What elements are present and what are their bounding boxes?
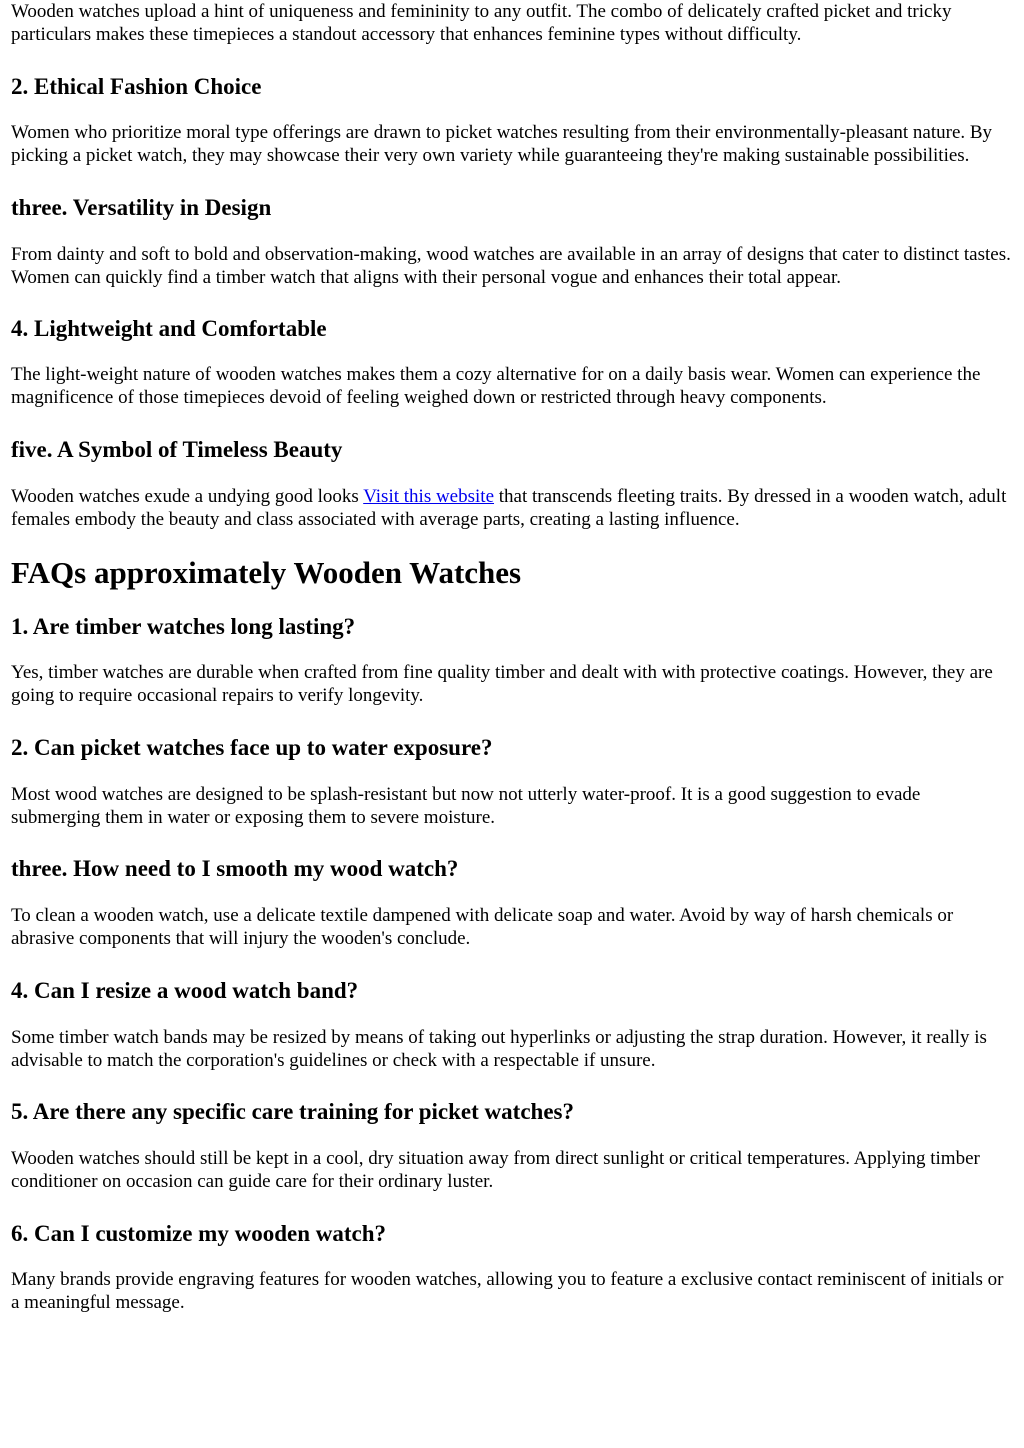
faq-answer: Some timber watch bands may be resized by means of taking out hyperlinks or adjusting the strap duration. However, it really is advisable to match the corporation's guidelines or check with a respectable if unsure. — [11, 1027, 987, 1071]
faq-question: 5. Are there any specific care training for picket watches? — [11, 1099, 574, 1124]
section-body-lightweight: The light-weight nature of wooden watches makes them a cozy alternative for on a daily basis wear. Women can experience the magnificence of those timepieces devoid of feeling weighed down or restricted through heavy components. — [11, 364, 981, 408]
faq-answer: Yes, timber watches are durable when crafted from fine quality timber and dealt with with protective coatings. However, they are going to require occasional repairs to verify longevity. — [11, 662, 993, 706]
section-body-ethical-fashion: Women who prioritize moral type offerings are drawn to picket watches resulting from their environmentally-pleasant nature. By picking a picket watch, they may showcase their very own variety while guaranteeing they're making sustainable possibilities. — [11, 122, 993, 166]
visit-website-link[interactable]: Visit this website — [363, 486, 495, 507]
section-heading-timeless-beauty: five. A Symbol of Timeless Beauty — [11, 437, 343, 462]
faq-answer: Many brands provide engraving features for wooden watches, allowing you to feature a exclusive contact reminiscent of initials or a meaningful message. — [11, 1269, 1004, 1313]
faq-answer: Most wood watches are designed to be splash-resistant but now not utterly water-proof. It is a good suggestion to evade submerging them in water or exposing them to severe moisture. — [11, 784, 921, 828]
faq-question: 4. Can I resize a wood watch band? — [11, 978, 359, 1003]
timeless-beauty-text-after: that transcends fleeting traits. By dressed in a wooden watch, adult females embody the beauty and class associated with average parts, creating a lasting influence. — [11, 486, 1007, 530]
section-body-timeless-beauty — [11, 485, 1014, 531]
faq-question: three. How need to I smooth my wood watch? — [11, 856, 459, 881]
faq-question: 2. Can picket watches face up to water exposure? — [11, 735, 493, 760]
faq-answer: To clean a wooden watch, use a delicate textile dampened with delicate soap and water. Avoid by way of harsh chemicals or abrasive components that will injury the wooden's conclude. — [11, 905, 954, 949]
faq-question: 6. Can I customize my wooden watch? — [11, 1221, 387, 1246]
section-heading-lightweight: 4. Lightweight and Comfortable — [11, 316, 327, 341]
faq-question: 1. Are timber watches long lasting? — [11, 614, 356, 639]
timeless-beauty-text-before: Wooden watches exude a undying good looks — [11, 486, 364, 507]
faq-answer: Wooden watches should still be kept in a cool, dry situation away from direct sunlight or critical temperatures. Applying timber conditioner on occasion can guide care for their ordinary luster. — [11, 1148, 980, 1192]
section-heading-versatility: three. Versatility in Design — [11, 195, 272, 220]
intro-paragraph: Wooden watches upload a hint of uniqueness and femininity to any outfit. The combo of delicately crafted picket and tricky particulars makes these timepieces a standout accessory that enhances feminine types without difficulty. — [11, 1, 952, 45]
section-body-versatility: From dainty and soft to bold and observation-making, wood watches are available in an array of designs that cater to distinct tastes. Women can quickly find a timber watch that aligns with their personal vogue and enhances their total appear. — [11, 244, 1011, 288]
faq-title: FAQs approximately Wooden Watches — [11, 555, 522, 590]
section-heading-ethical-fashion: 2. Ethical Fashion Choice — [11, 74, 262, 99]
